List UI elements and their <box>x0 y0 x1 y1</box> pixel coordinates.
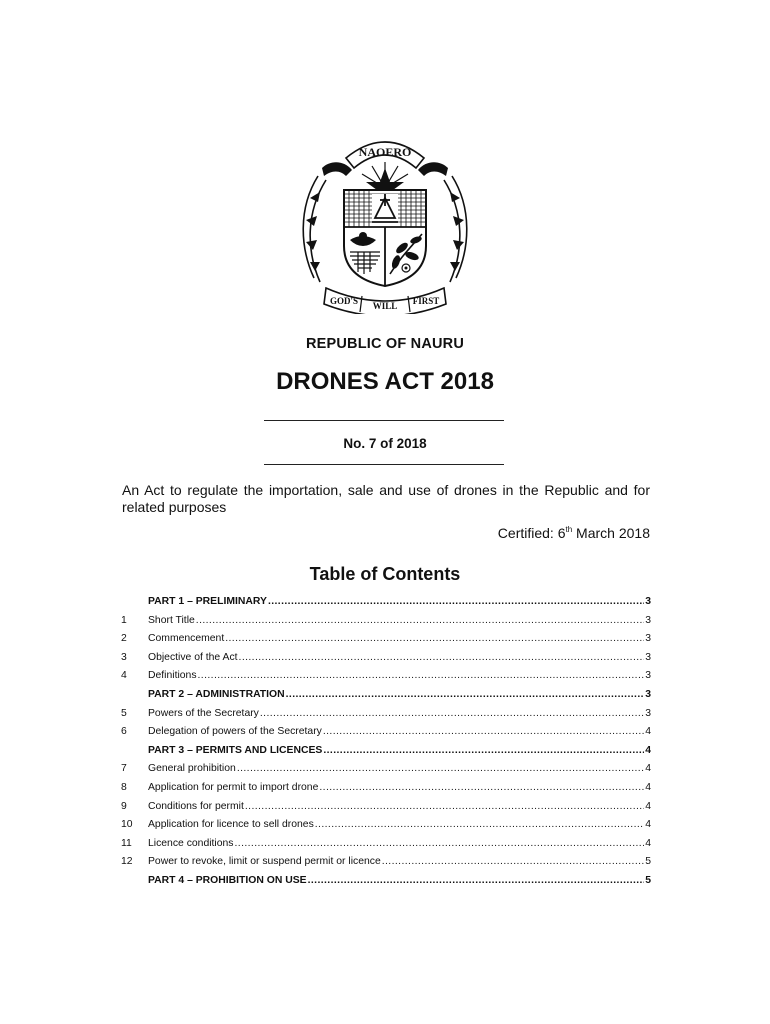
toc-entry-page: 3 <box>645 651 651 663</box>
toc-dot-leader <box>286 689 645 700</box>
toc-entry-label: Delegation of powers of the Secretary <box>148 726 322 738</box>
toc-entry-page: 3 <box>645 614 651 626</box>
toc-entry-page: 4 <box>645 726 651 738</box>
toc-part-heading[interactable] <box>121 596 651 615</box>
toc-entry-page: 4 <box>645 763 651 775</box>
toc-part-heading[interactable] <box>121 875 651 894</box>
certification-date <box>498 525 650 541</box>
toc-section-entry[interactable] <box>121 670 651 689</box>
toc-entry-label: Licence conditions <box>148 837 234 849</box>
toc-entry-label: Power to revoke, limit or suspend permit or licence <box>148 856 381 868</box>
toc-section-entry[interactable] <box>121 652 651 671</box>
toc-entry-page: 4 <box>645 781 651 793</box>
toc-entry-page: 4 <box>645 837 651 849</box>
toc-entry-page: 3 <box>645 688 651 700</box>
certified-suffix: March 2018 <box>572 525 650 541</box>
toc-dot-leader <box>196 615 644 626</box>
toc-entry-number: 9 <box>121 800 127 812</box>
toc-entry-number: 2 <box>121 633 127 645</box>
toc-entry-label: Application for licence to sell drones <box>148 819 314 831</box>
toc-entry-label: PART 3 – PERMITS AND LICENCES <box>148 744 323 756</box>
toc-entry-number: 4 <box>121 670 127 682</box>
toc-dot-leader <box>319 782 644 793</box>
toc-entry-page: 3 <box>645 596 651 607</box>
country-heading: REPUBLIC OF NAURU <box>305 336 465 352</box>
toc-dot-leader <box>225 633 644 644</box>
toc-entry-label: Objective of the Act <box>148 651 238 663</box>
divider-line <box>264 464 504 465</box>
toc-dot-leader <box>235 838 645 849</box>
toc-dot-leader <box>198 670 645 681</box>
toc-section-entry[interactable] <box>121 782 651 801</box>
certified-prefix: Certified: 6 <box>497 525 566 541</box>
toc-dot-leader <box>239 652 645 663</box>
toc-entry-number: 8 <box>121 781 127 793</box>
toc-dot-leader <box>315 819 644 830</box>
toc-entry-label: General prohibition <box>148 763 236 775</box>
toc-entry-page: 5 <box>645 856 651 868</box>
toc-entry-page: 5 <box>645 874 651 886</box>
toc-entry-label: PART 4 – PROHIBITION ON USE <box>148 874 307 886</box>
toc-section-entry[interactable] <box>121 726 651 745</box>
nauru-coat-of-arms-emblem <box>292 128 478 314</box>
toc-entry-label: Powers of the Secretary <box>148 707 259 719</box>
act-title: DRONES ACT 2018 <box>276 368 494 395</box>
toc-entry-page: 4 <box>645 800 651 812</box>
toc-entry-label: Definitions <box>148 670 197 682</box>
toc-entry-page: 3 <box>645 707 651 719</box>
motto-word: GOD'S <box>329 296 359 306</box>
toc-dot-leader <box>237 763 644 774</box>
toc-entry-number: 12 <box>121 856 133 868</box>
toc-dot-leader <box>268 596 644 607</box>
toc-entry-page: 4 <box>645 819 651 831</box>
toc-entry-page: 3 <box>645 633 651 645</box>
toc-section-entry[interactable] <box>121 801 651 820</box>
toc-entry-number: 3 <box>121 651 127 663</box>
table-of-contents <box>121 596 651 894</box>
toc-entry-page: 3 <box>645 670 651 682</box>
toc-dot-leader <box>260 708 644 719</box>
toc-entry-label: PART 2 – ADMINISTRATION <box>148 688 285 700</box>
toc-entry-label: Conditions for permit <box>148 800 244 812</box>
certified-ordinal: th <box>565 525 573 534</box>
divider-line <box>264 420 504 421</box>
toc-section-entry[interactable] <box>121 838 651 857</box>
toc-section-entry[interactable] <box>121 615 651 634</box>
toc-heading: Table of Contents <box>309 564 461 584</box>
toc-entry-label: Short Title <box>148 614 195 626</box>
toc-entry-label: PART 1 – PRELIMINARY <box>148 596 267 607</box>
toc-entry-label: Commencement <box>148 633 225 645</box>
toc-section-entry[interactable] <box>121 763 651 782</box>
toc-dot-leader <box>382 856 644 867</box>
toc-entry-number: 5 <box>121 707 127 719</box>
motto-word: FIRST <box>412 296 440 306</box>
toc-entry-label: Application for permit to import drone <box>148 781 319 793</box>
banner-text: NAOERO <box>358 145 412 159</box>
toc-section-entry[interactable] <box>121 633 651 652</box>
toc-entry-page: 4 <box>645 744 651 756</box>
toc-dot-leader <box>323 726 644 737</box>
toc-entry-number: 1 <box>121 614 127 626</box>
toc-section-entry[interactable] <box>121 708 651 727</box>
long-title: An Act to regulate the importation, sale and use of drones in the Republic and for related purposes <box>122 482 650 515</box>
toc-part-heading[interactable] <box>121 745 651 764</box>
toc-section-entry[interactable] <box>121 819 651 838</box>
toc-section-entry[interactable] <box>121 856 651 875</box>
toc-dot-leader <box>308 875 645 886</box>
toc-entry-number: 7 <box>121 763 127 775</box>
act-number: No. 7 of 2018 <box>343 436 427 451</box>
toc-dot-leader <box>323 745 644 756</box>
toc-entry-number: 10 <box>121 819 133 831</box>
toc-dot-leader <box>245 801 644 812</box>
motto-word: WILL <box>372 301 398 311</box>
toc-entry-number: 11 <box>121 837 132 849</box>
toc-entry-number: 6 <box>121 726 127 738</box>
toc-part-heading[interactable] <box>121 689 651 708</box>
